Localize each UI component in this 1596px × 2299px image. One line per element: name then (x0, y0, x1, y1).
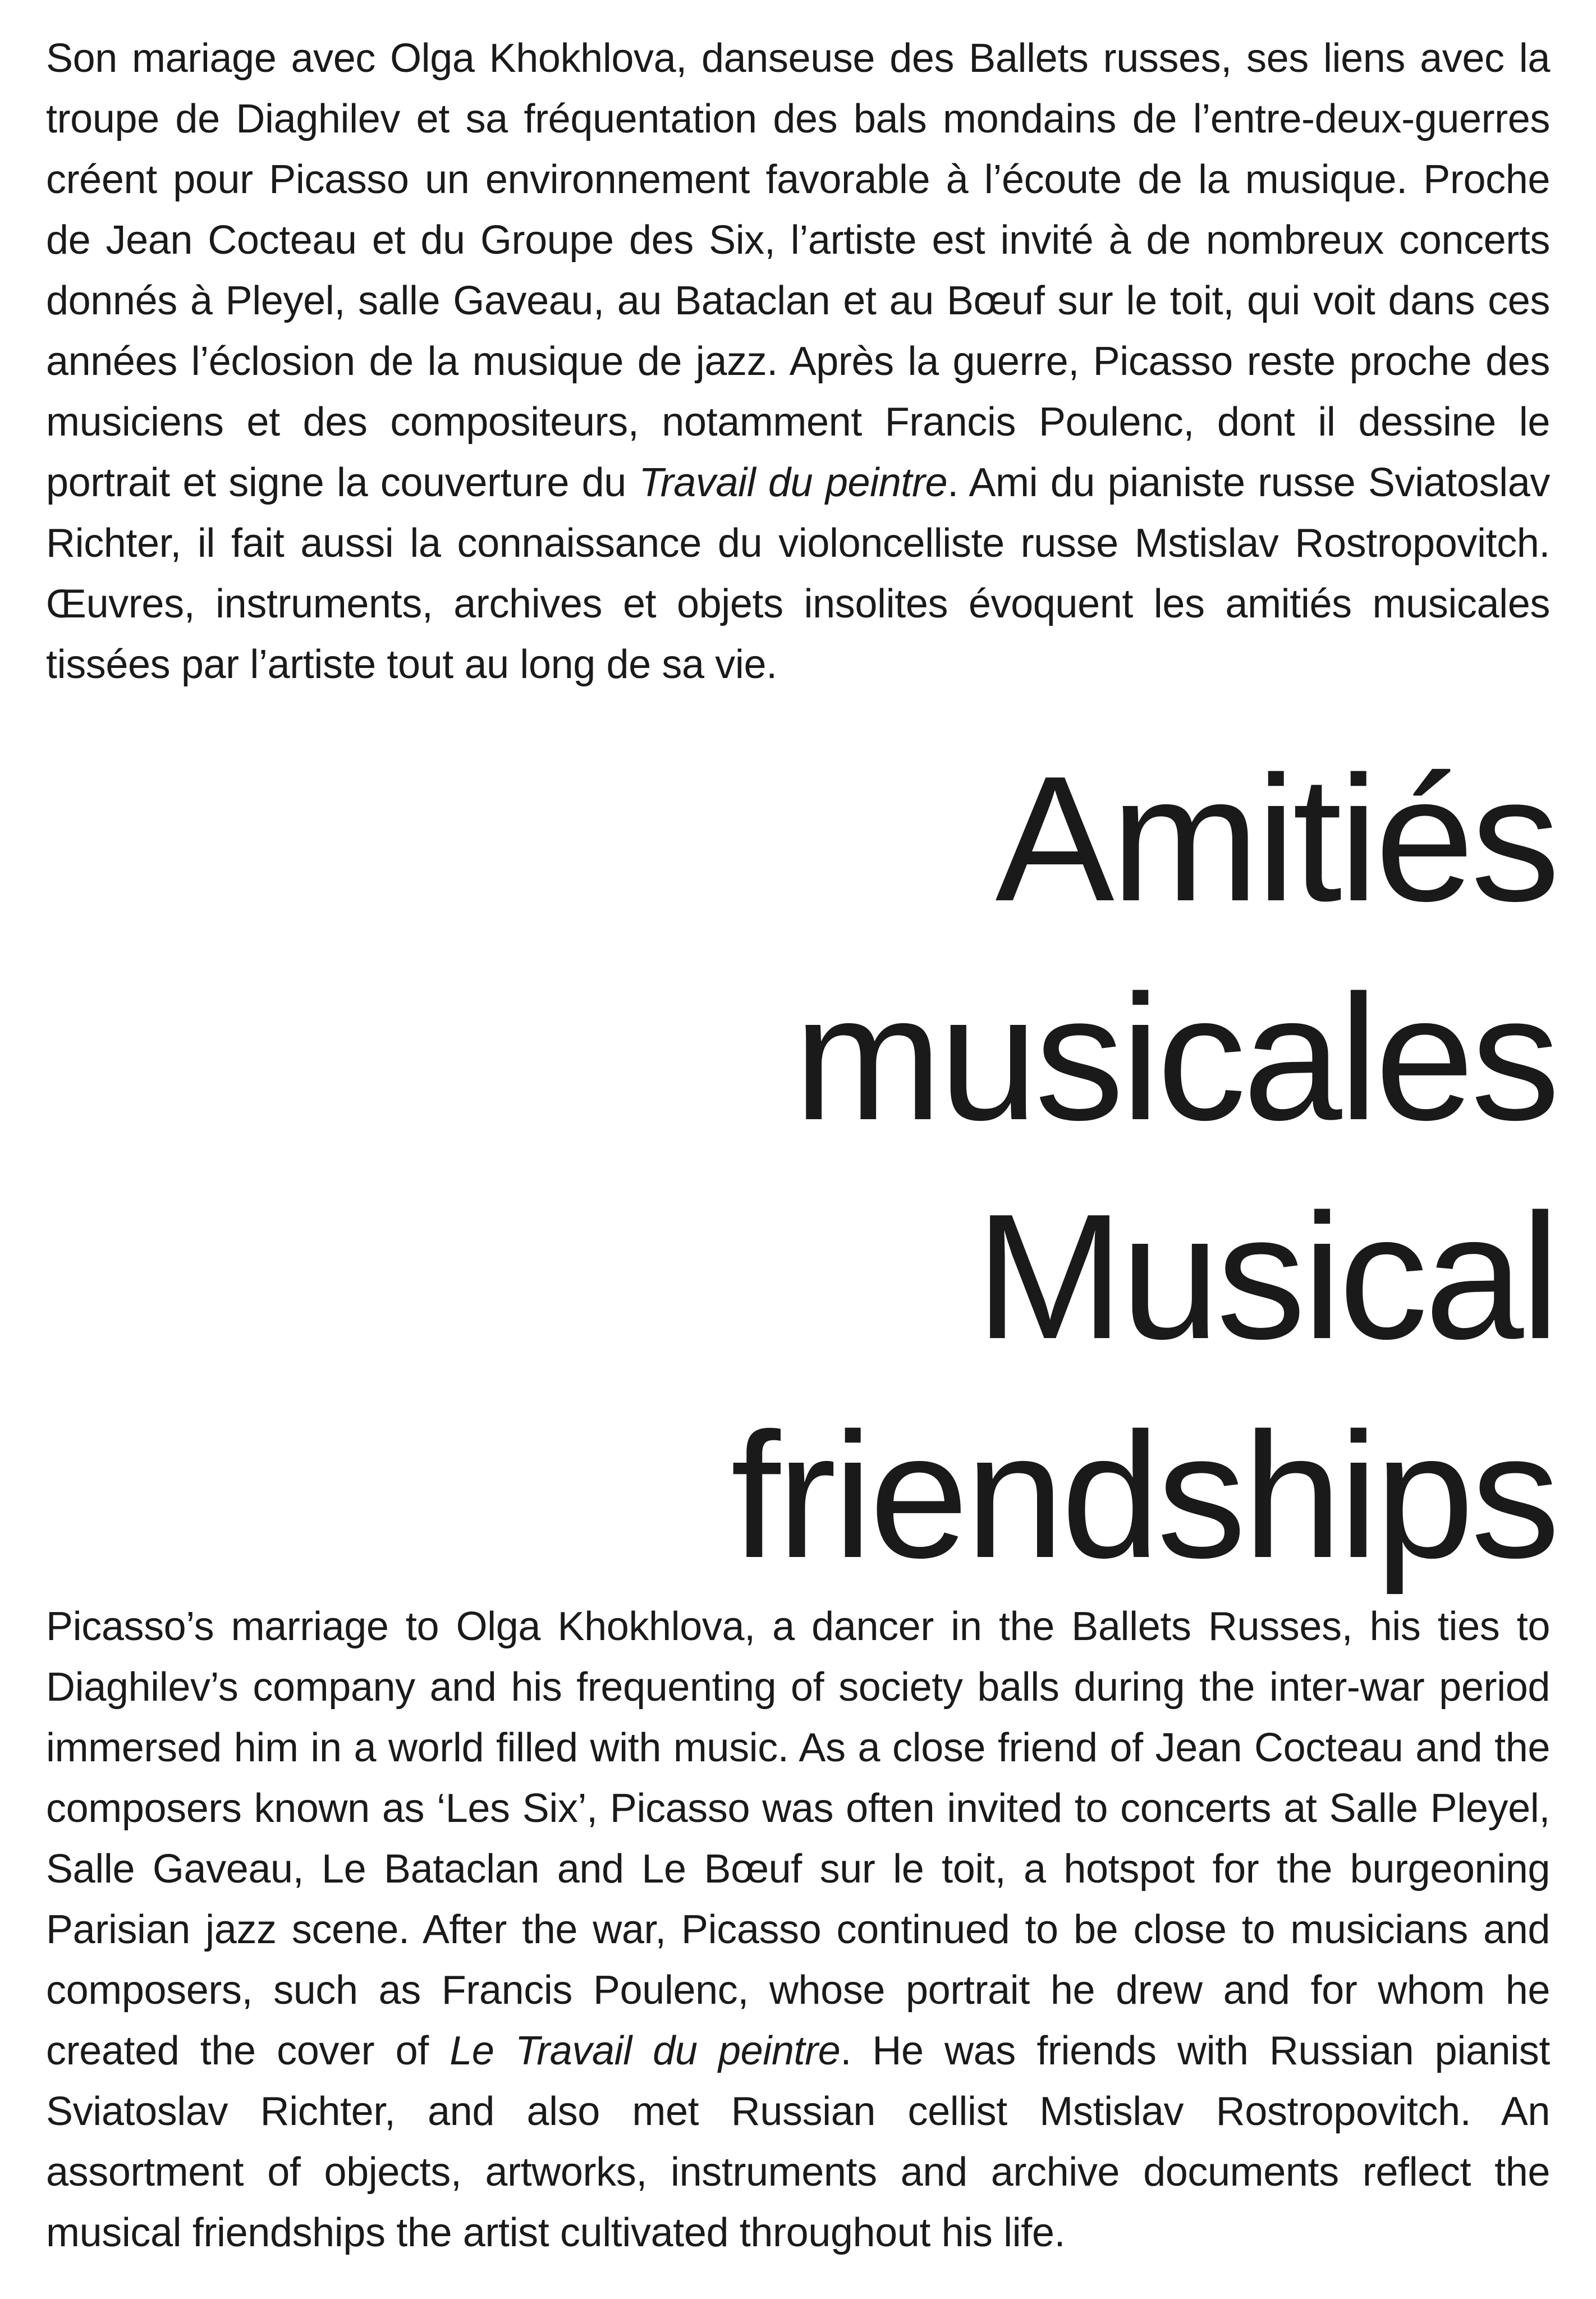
title-line-4: friendships (731, 1396, 1557, 1595)
english-paragraph (46, 1596, 1550, 2263)
english-text-part2: . He was friends with Russian pianist Sviatoslav Richter, and also met Russian cellist Mstislav Rostropovitch. An assortment of objects, artworks, instruments and archive documents reflect the musical friendships the artist cultivated throughout his life. (46, 2028, 1550, 2255)
english-text-italic-title: Le Travail du peintre (450, 2028, 841, 2073)
french-text-part1: Son mariage avec Olga Khokhlova, danseuse des Ballets russes, ses liens avec la troupe de Diaghilev et sa fréquentation des bals mondains de l’entre-deux-guerres créent pour Picasso un environnement favorable à l’écoute de la musique. Proche de Jean Cocteau et du Groupe des Six, l’artiste est invité à de nombreux concerts donnés à Pleyel, salle Gaveau, au Bataclan et au Bœuf sur le toit, qui voit dans ces années l’éclosion de la musique de jazz. Après la guerre, Picasso reste proche des musiciens et des compositeurs, notamment Francis Poulenc, dont il dessine le portrait et signe la couverture du (46, 36, 1550, 505)
english-text-part1: Picasso’s marriage to Olga Khokhlova, a dancer in the Ballets Russes, his ties to Diaghilev’s company and his frequenting of society balls during the inter-war period immersed him in a world filled with music. As a close friend of Jean Cocteau and the composers known as ‘Les Six’, Picasso was often invited to concerts at Salle Pleyel, Salle Gaveau, Le Bataclan and Le Bœuf sur le toit, a hotspot for the burgeoning Parisian jazz scene. After the war, Picasso continued to be close to musicians and composers, such as Francis Poulenc, whose portrait he drew and for whom he created the cover of (46, 1604, 1550, 2073)
french-paragraph (46, 28, 1550, 695)
title-line-3: Musical (975, 1177, 1557, 1376)
title-line-2: musicales (794, 958, 1557, 1157)
french-text-italic-title: Travail du peintre (639, 460, 948, 505)
title-line-1: Amitiés (995, 739, 1557, 938)
french-text-part2: . Ami du pianiste russe Sviatoslav Richter, il fait aussi la connaissance du violoncelliste russe Mstislav Rostropovitch. Œuvres, instruments, archives et objets insolites évoquent les amitiés musicales tissées par l’artiste tout au long de sa vie. (46, 460, 1550, 687)
page-title (731, 730, 1557, 1605)
